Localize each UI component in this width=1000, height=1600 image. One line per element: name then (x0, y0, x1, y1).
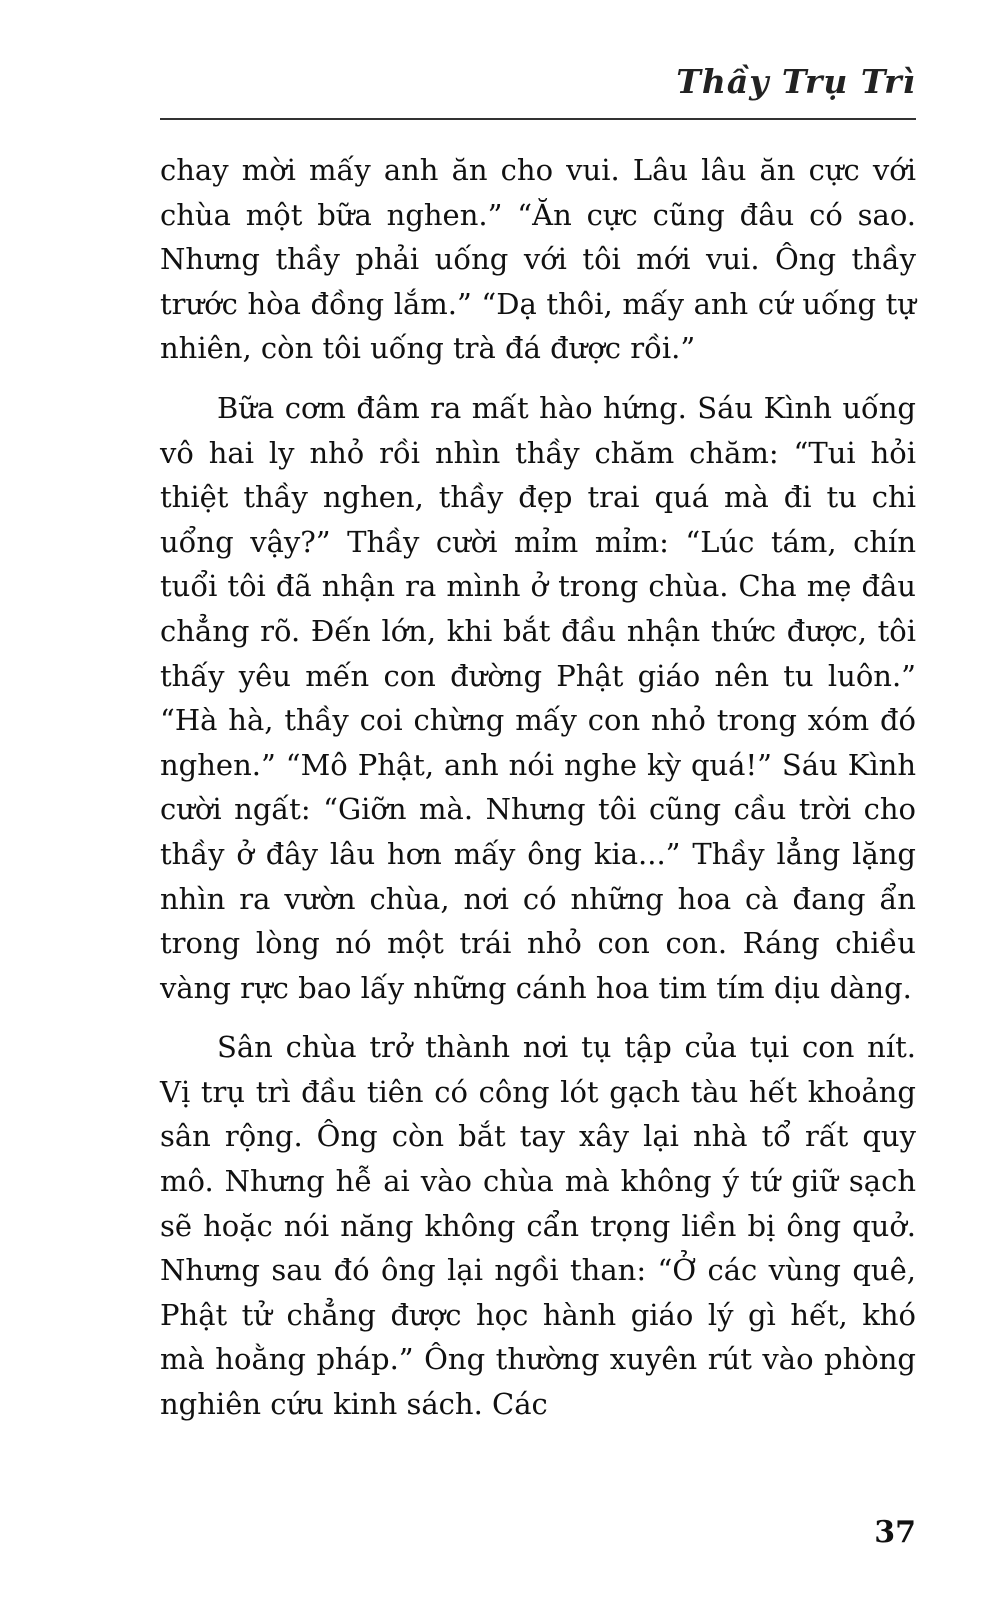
paragraph-continued: chay mời mấy anh ăn cho vui. Lâu lâu ăn cực với chùa một bữa nghen.” “Ăn cực cũng đâu có sao. Nhưng thầy phải uống với tôi mới vui. Ông thầy trước hòa đồng lắm.” “Dạ thôi, mấy anh cứ uống tự nhiên, còn tôi uống trà đá được rồi.” (160, 153, 916, 366)
body-text (160, 148, 916, 1442)
header-divider (160, 118, 916, 120)
paragraph: Sân chùa trở thành nơi tụ tập của tụi con nít. Vị trụ trì đầu tiên có công lót gạch tàu hết khoảng sân rộng. Ông còn bắt tay xây lại nhà tổ rất quy mô. Nhưng hễ ai vào chùa mà không ý tứ giữ sạch sẽ hoặc nói năng không cẩn trọng liền bị ông quở. Nhưng sau đó ông lại ngồi than: “Ở các vùng quê, Phật tử chẳng được học hành giáo lý gì hết, khó mà hoằng pháp.” Ông thường xuyên rút vào phòng nghiên cứu kinh sách. Các (160, 1030, 916, 1422)
page-number: 37 (874, 1515, 916, 1550)
paragraph: Bữa cơm đâm ra mất hào hứng. Sáu Kình uống vô hai ly nhỏ rồi nhìn thầy chăm chăm: “Tui hỏi thiệt thầy nghen, thầy đẹp trai quá mà đi tu chi uổng vậy?” Thầy cười mỉm mỉm: “Lúc tám, chín tuổi tôi đã nhận ra mình ở trong chùa. Cha mẹ đâu chẳng rõ. Đến lớn, khi bắt đầu nhận thức được, tôi thấy yêu mến con đường Phật giáo nên tu luôn.” “Hà hà, thầy coi chừng mấy con nhỏ trong xóm đó nghen.” “Mô Phật, anh nói nghe kỳ quá!” Sáu Kình cười ngất: “Giỡn mà. Nhưng tôi cũng cầu trời cho thầy ở đây lâu hơn mấy ông kia...” Thầy lẳng lặng nhìn ra vườn chùa, nơi có những hoa cà đang ẩn trong lòng nó một trái nhỏ con con. Ráng chiều vàng rực bao lấy những cánh hoa tim tím dịu dàng. (160, 390, 916, 1005)
running-head-title: Thầy Trụ Trì (676, 62, 916, 101)
